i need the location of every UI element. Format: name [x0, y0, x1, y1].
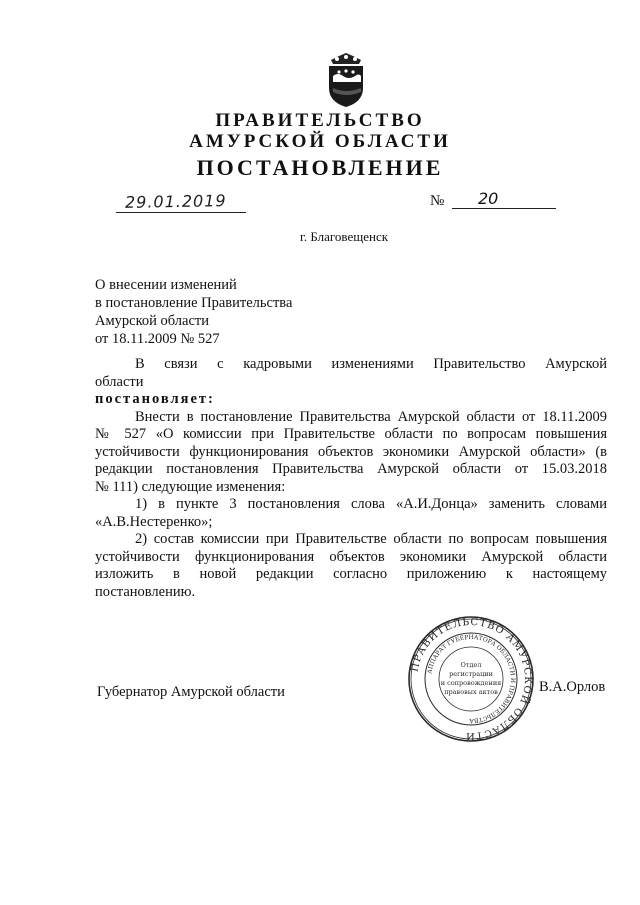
number-label: №: [430, 193, 445, 209]
city-name: г. Благовещенск: [299, 229, 389, 244]
date-underline: [116, 212, 246, 213]
seal-outer-text: ПРАВИТЕЛЬСТВО АМУРСКОЙ ОБЛАСТИ: [409, 616, 534, 742]
decree-word: постановляет:: [95, 391, 215, 407]
seal-center-line: правовых актов: [444, 688, 498, 696]
signatory-name: В.А.Орлов: [539, 679, 606, 695]
official-seal-icon: [407, 615, 535, 743]
subject-line: от 18.11.2009 № 527: [95, 331, 220, 347]
government-name: ПРАВИТЕЛЬСТВО: [215, 110, 425, 131]
coat-of-arms-icon: [325, 52, 367, 108]
main-line: Внести в постановление Правительства Амурской области от 18.11.2009: [135, 408, 607, 425]
item-2-line: 2) состав комиссии при Правительстве области по вопросам повышения: [135, 531, 607, 547]
intro-line: В связи с кадровыми изменениями Правительство Амурской: [135, 356, 607, 372]
document-date: 29.01.2019: [124, 191, 227, 212]
item-2-line: изложить в новой редакции согласно приложению к настоящему: [95, 566, 607, 582]
number-underline: [452, 208, 556, 209]
document-type: ПОСТАНОВЛЕНИЕ: [196, 155, 444, 180]
document-subject: [95, 276, 292, 348]
intro-line: области: [95, 373, 144, 390]
document-number: 20: [478, 189, 499, 208]
seal-center-line: регистрации: [449, 670, 493, 678]
seal-center-line: и сопровождения: [440, 679, 502, 687]
main-line: № 527 «О комиссии при Правительстве области по вопросам повышения: [95, 426, 607, 442]
subject-line: в постановление Правительства: [95, 295, 293, 311]
item-2-line: устойчивости функционирования объектов экономики Амурской области: [95, 548, 607, 565]
intro-paragraph: [95, 356, 607, 601]
main-line: устойчивости функционирования объектов экономики Амурской области» (в: [95, 443, 607, 460]
subject-line: О внесении изменений: [95, 277, 237, 293]
main-line: № 111) следующие изменения:: [95, 478, 286, 495]
main-line: редакции постановления Правительства Амурской области от 15.03.2018: [95, 461, 607, 477]
seal-center-line: Отдел: [460, 661, 482, 669]
item-2-line: постановлению.: [95, 583, 196, 600]
subject-line: Амурской области: [95, 313, 209, 329]
region-name: АМУРСКОЙ ОБЛАСТИ: [189, 131, 451, 152]
signatory-position: Губернатор Амурской области: [97, 684, 285, 700]
item-1-line: 1) в пункте 3 постановления слова «А.И.Донца» заменить словами: [135, 496, 607, 512]
item-1-line: «А.В.Нестеренко»;: [95, 513, 213, 530]
seal-inner-text: АППАРАТ ГУБЕРНАТОРА ОБЛАСТИ И ПРАВИТЕЛЬСТВА: [426, 633, 517, 725]
